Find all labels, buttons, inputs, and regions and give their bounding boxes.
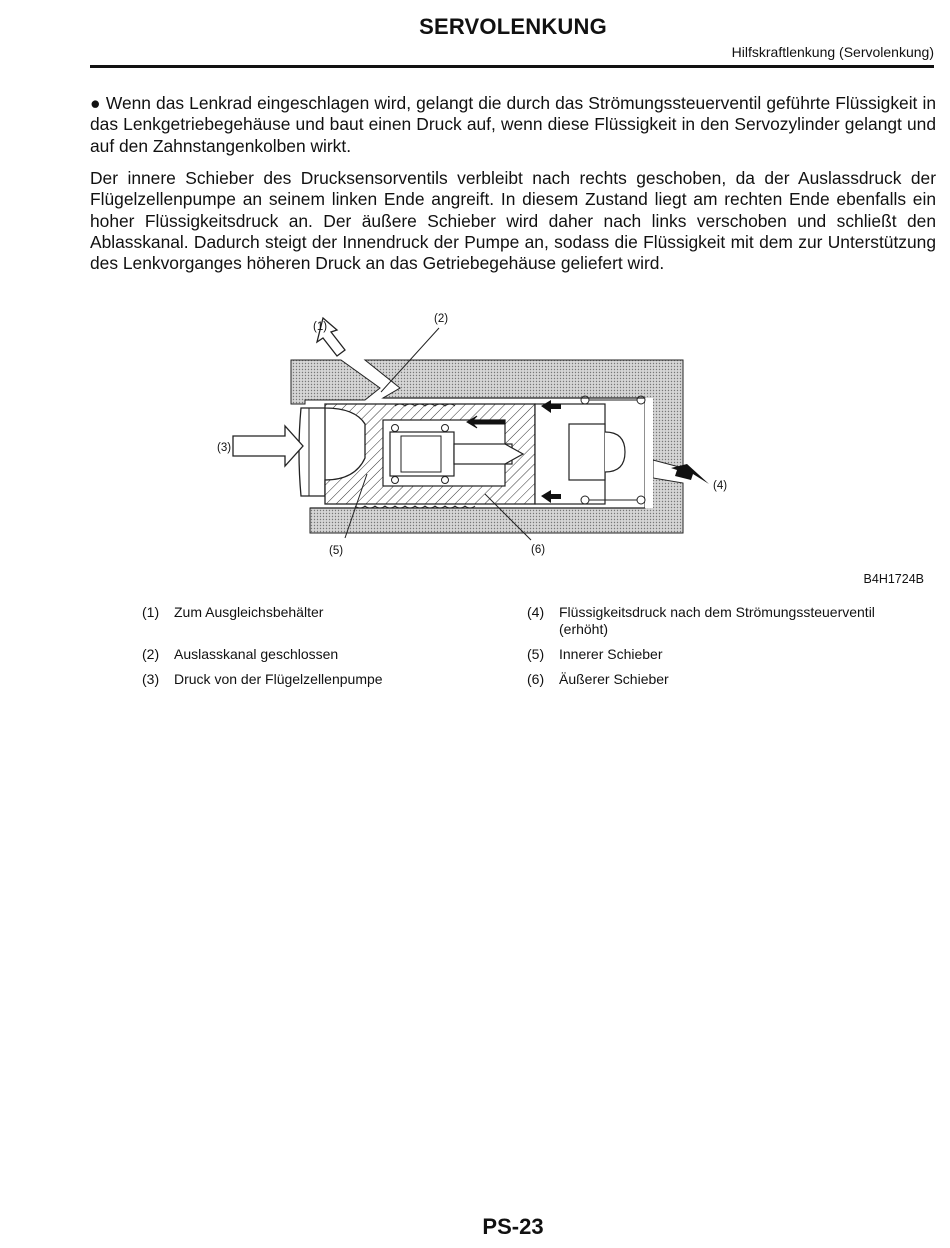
page-title: SERVOLENKUNG <box>419 14 607 39</box>
callout-1: (1) <box>313 321 328 333</box>
legend-item-3 <box>142 671 524 688</box>
legend-item-1 <box>142 604 524 621</box>
section-subtitle: Hilfskraftlenkung (Servolenkung) <box>731 44 934 60</box>
legend-text: Flüssigkeitsdruck nach dem Strömungssteuerventil (erhöht) <box>559 604 875 637</box>
page-number: PS-23 <box>482 1214 544 1239</box>
legend-text: Zum Ausgleichsbehälter <box>174 604 324 620</box>
valve-diagram <box>205 308 745 566</box>
callout-2: (2) <box>434 313 449 325</box>
legend-text: Innerer Schieber <box>559 646 663 662</box>
callout-5: (5) <box>329 545 344 557</box>
legend-item-5 <box>527 646 909 663</box>
bullet-symbol: ● <box>90 93 101 113</box>
legend-text: Äußerer Schieber <box>559 671 669 687</box>
end-cap <box>299 408 325 496</box>
legend-num: (5) <box>527 646 545 662</box>
callout-3: (3) <box>217 442 232 454</box>
legend-num: (2) <box>142 646 160 662</box>
legend-num: (3) <box>142 671 160 687</box>
figure-code: B4H1724B <box>863 572 924 586</box>
header-rule <box>90 65 934 68</box>
valve-diagram-svg <box>205 308 745 566</box>
callout-4: (4) <box>713 480 728 492</box>
legend-item-6 <box>527 671 909 688</box>
callout-6: (6) <box>531 544 546 556</box>
paragraph-1-text: Wenn das Lenkrad eingeschlagen wird, gelangt die durch das Strömungssteuerventil geführte Flüssigkeit in das Lenkgetriebegehäuse und baut einen Druck auf, wenn diese Flüssigkeit in den Servozylinder gelangt und auf den Zahnstangenkolben wirkt. <box>90 93 937 156</box>
legend-num: (1) <box>142 604 160 620</box>
legend-item-4 <box>527 604 909 638</box>
legend-item-2 <box>142 646 524 663</box>
legend-num: (6) <box>527 671 545 687</box>
legend-text: Auslasskanal geschlossen <box>174 646 339 662</box>
legend-text: Druck von der Flügelzellenpumpe <box>174 671 383 687</box>
paragraph-2: Der innere Schieber des Drucksensorventils verbleibt nach rechts geschoben, da der Auslassdruck der Flügelzellenpumpe an seinem linken Ende angreift. In diesem Zustand liegt am rechten Ende ebenfalls ein hoher Flüssigkeitsdruck an. Der äußere Schieber wird daher nach links verschoben und schließt den Ablasskanal. Dadurch steigt der Innendruck der Pumpe an, sodass die Flüssigkeit mit dem zur Unterstützung des Lenkvorganges höheren Druck an das Getriebegehäuse geliefert wird. <box>90 168 936 274</box>
legend-num: (4) <box>527 604 545 620</box>
paragraph-1 <box>90 93 936 157</box>
